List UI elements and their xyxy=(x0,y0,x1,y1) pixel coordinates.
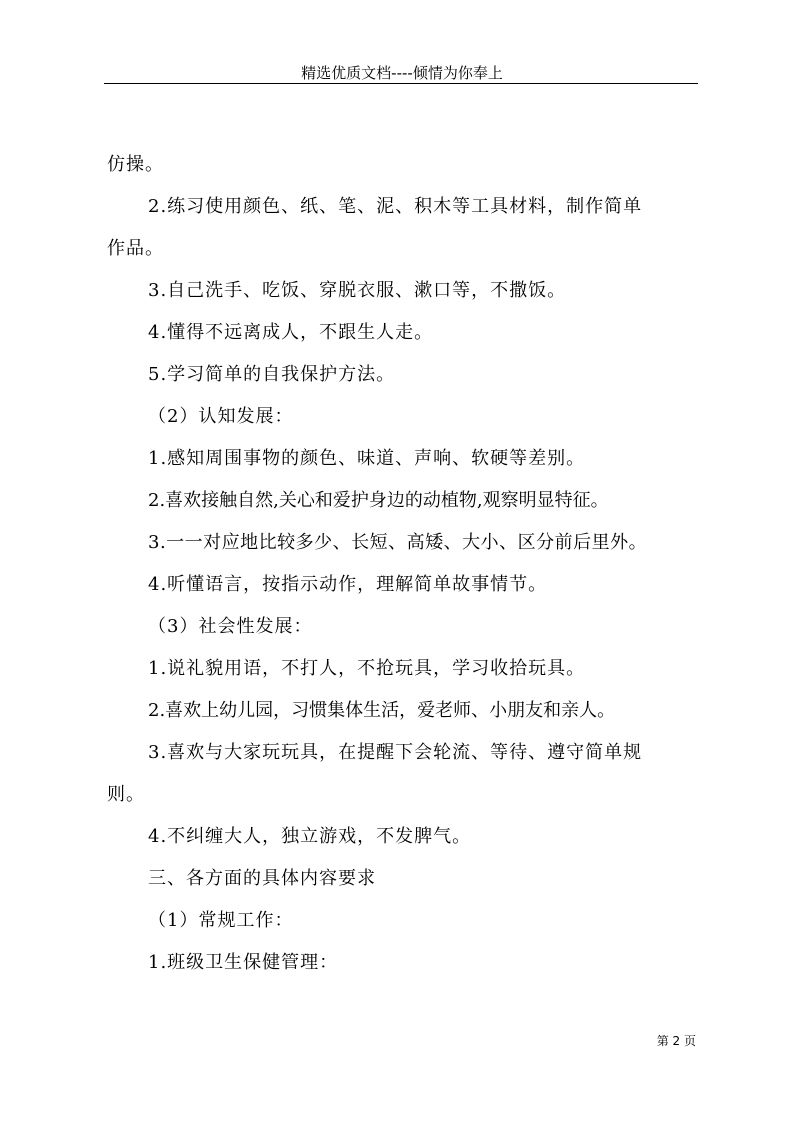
paragraph-line: 仿操。 xyxy=(107,154,164,175)
paragraph-line: 1.班级卫生保健管理： xyxy=(148,952,339,973)
paragraph-line: 4.听懂语言，按指示动作，理解简单故事情节。 xyxy=(148,574,548,595)
paragraph-line: 1.感知周围事物的颜色、味道、声响、软硬等差别。 xyxy=(148,448,586,469)
paragraph-line: 2.喜欢上幼儿园，习惯集体生活，爱老师、小朋友和亲人。 xyxy=(148,700,616,721)
paragraph-line: 1.说礼貌用语，不打人，不抢玩具，学习收拾玩具。 xyxy=(148,658,586,679)
paragraph-line: 4.懂得不远离成人，不跟生人走。 xyxy=(148,322,434,343)
paragraph-line: 作品。 xyxy=(107,238,164,259)
paragraph-line: 则。 xyxy=(107,784,145,805)
section-heading: （2）认知发展： xyxy=(148,406,294,427)
paragraph-line: 3.喜欢与大家玩玩具，在提醒下会轮流、等待、遵守简单规 xyxy=(148,742,643,763)
paragraph-line: 2.喜欢接触自然,关心和爱护身边的动植物,观察明显特征。 xyxy=(148,490,609,511)
paragraph-line: 3.一一对应地比较多少、长短、高矮、大小、区分前后里外。 xyxy=(148,532,648,553)
page-number: 第 2 页 xyxy=(656,1034,696,1048)
paragraph-line: 4.不纠缠大人，独立游戏，不发脾气。 xyxy=(148,826,472,847)
paragraph-line: 2.练习使用颜色、纸、笔、泥、积木等工具材料，制作简单 xyxy=(148,196,643,217)
page-header-title: 精选优质文档----倾情为你奉上 xyxy=(301,64,503,82)
header-divider xyxy=(104,83,698,84)
paragraph-line: 3.自己洗手、吃饭、穿脱衣服、漱口等，不撒饭。 xyxy=(148,280,567,301)
paragraph-line: 5.学习简单的自我保护方法。 xyxy=(148,364,396,385)
section-heading: 三、各方面的具体内容要求 xyxy=(148,868,376,889)
section-heading: （3）社会性发展： xyxy=(148,616,313,637)
section-heading: （1）常规工作： xyxy=(148,910,294,931)
